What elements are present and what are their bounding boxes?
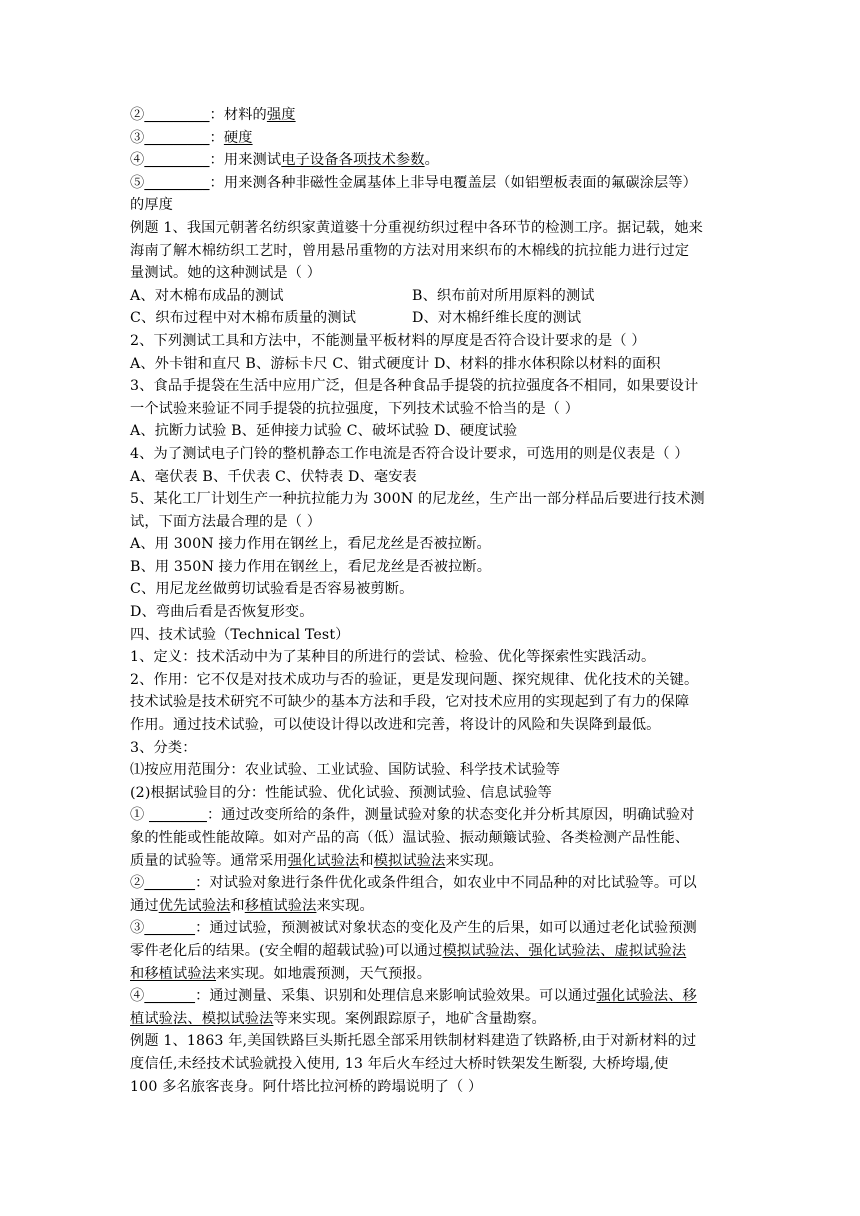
text-segment: ⑴按应用范围分：农业试验、工业试验、国防试验、科学技术试验等 — [130, 762, 561, 779]
answer-blank: _______ — [144, 875, 196, 892]
text-segment: ：通过改变所给的条件，测量试验对象的状态变化并分析其原因，明确试验对 — [206, 807, 695, 824]
text-segment: 象的性能或性能故障。如对产品的高（低）温试验、振动颠簸试验、各类检测产品性能、 — [130, 830, 690, 846]
text-segment: 作用。通过技术试验，可以使设计得以改进和完善，将设计的风险和失误降到最低。 — [130, 717, 661, 734]
text-segment: ⑤ — [130, 174, 145, 191]
text-segment: B、用 350N 接力作用在钢丝上，看尼龙丝是否被拉断。 — [130, 558, 492, 575]
answer-blank: _________ — [144, 174, 210, 191]
text-line — [130, 691, 735, 714]
text-segment: 例题 1、我国元朝著名纺织家黄道婆十分重视纺织过程中各环节的检测工序。据记载，她来 — [130, 219, 704, 236]
text-segment: ：用来测试 — [209, 152, 282, 169]
text-line — [130, 420, 735, 443]
text-line — [130, 511, 735, 534]
answer-blank: _________ — [144, 129, 210, 146]
text-line — [130, 601, 735, 624]
underlined-text: 硬度 — [223, 129, 253, 146]
option-column: D、对木棉纤维长度的测试 — [412, 310, 582, 327]
text-segment: ：通过试验，预测被试对象状态的变化及产生的后果，如可以通过老化试验预测 — [195, 920, 697, 937]
text-line — [130, 398, 735, 421]
text-segment: 海南了解木棉纺织工艺时，曾用悬吊重物的方法对用来织布的木棉线的抗拉能力进行过定 — [130, 242, 690, 259]
text-line — [130, 127, 735, 150]
text-line — [130, 646, 735, 669]
text-segment: ：对试验对象进行条件优化或条件组合，如农业中不同品种的对比试验等。可以 — [195, 875, 697, 892]
text-segment: A、毫伏表 B、千伏表 C、伏特表 D、毫安表 — [130, 468, 417, 485]
underlined-text: 植试验法、模拟试验法 — [130, 1010, 274, 1027]
text-line — [130, 578, 735, 601]
text-line — [130, 330, 735, 353]
text-segment: 的厚度 — [130, 197, 174, 214]
option-column: B、织布前对所用原料的测试 — [412, 287, 595, 304]
text-segment: 3、食品手提袋在生活中应用广泛，但是各种食品手提袋的抗拉强度各不相同，如果要设计 — [130, 378, 699, 395]
text-segment: A、用 300N 接力作用在钢丝上，看尼龙丝是否被拉断。 — [130, 536, 491, 553]
underlined-text: 强化试验法 — [287, 852, 360, 869]
text-line — [130, 217, 735, 240]
text-segment: 等来实现。案例跟踪原子，地矿含量勘察。 — [273, 1010, 546, 1027]
underlined-text: 强化试验法、移 — [596, 988, 697, 1005]
text-segment: (2)根据试验目的分：性能试验、优化试验、预测试验、信息试验等 — [130, 784, 552, 801]
text-segment: 3、分类： — [130, 739, 197, 756]
text-segment: ② — [130, 107, 145, 123]
text-segment: 例题 1、1863 年,美国铁路巨头斯托恩全部采用铁制材料建造了铁路桥,由于对新材料的过 — [130, 1033, 697, 1050]
text-line — [130, 827, 735, 850]
text-line — [130, 240, 735, 263]
text-segment: 来实现。 — [445, 852, 503, 869]
text-segment: 来实现。如地震预测，天气预报。 — [216, 965, 432, 982]
answer-blank: ________ — [149, 807, 207, 824]
text-segment: 来实现。 — [316, 897, 374, 914]
text-line — [130, 940, 735, 963]
document-page — [130, 104, 735, 1098]
text-line — [130, 872, 735, 895]
text-segment: 100 多名旅客丧身。阿什塔比拉河桥的跨塌说明了（ ） — [130, 1078, 483, 1095]
text-line — [130, 737, 735, 760]
underlined-text: 和移植试验法 — [130, 965, 217, 982]
text-segment: 四、技术试验（Technical Test） — [130, 626, 350, 643]
text-segment: 量测试。她的这种测试是（ ） — [130, 265, 322, 282]
underlined-text: 强度 — [266, 107, 296, 123]
text-line — [130, 194, 735, 217]
text-line — [130, 895, 735, 918]
answer-blank: _______ — [144, 920, 196, 937]
text-line — [130, 533, 735, 556]
text-segment: 1、定义：技术活动中为了某种目的所进行的尝试、检验、优化等探索性实践活动。 — [130, 649, 656, 666]
text-line — [130, 172, 735, 195]
text-segment: ③ — [130, 920, 145, 937]
text-line — [130, 556, 735, 579]
text-segment: 和 — [230, 897, 245, 914]
text-segment: ① — [130, 807, 149, 824]
text-segment: ： — [209, 129, 224, 146]
text-line — [130, 353, 735, 376]
text-segment: ③ — [130, 129, 145, 146]
text-segment: ：用来测各种非磁性金属基体上非导电覆盖层（如铝塑板表面的氟碳涂层等） — [209, 174, 698, 191]
underlined-text: 模拟试验法、强化试验法、虚拟试验法 — [442, 942, 687, 959]
option-column: A、对木棉布成品的测试 — [130, 287, 284, 304]
text-line — [130, 488, 735, 511]
text-segment: ② — [130, 875, 145, 892]
text-line — [130, 262, 735, 285]
text-segment: 度信任,未经技术试验就投入使用, 13 年后火车经过大桥时铁架发生断裂, 大桥垮塌,使 — [130, 1055, 669, 1072]
text-line — [130, 917, 735, 940]
text-segment: ④ — [130, 988, 145, 1005]
text-line — [130, 307, 735, 330]
text-line — [130, 714, 735, 737]
text-line — [130, 104, 735, 127]
text-segment: C、用尼龙丝做剪切试验看是否容易被剪断。 — [130, 581, 414, 598]
option-column: C、织布过程中对木棉布质量的测试 — [130, 310, 357, 327]
text-segment: ：材料的 — [209, 107, 267, 123]
text-segment: A、抗断力试验 B、延伸接力试验 C、破坏试验 D、硬度试验 — [130, 423, 518, 440]
text-segment: 4、为了测试电子门铃的整机静态工作电流是否符合设计要求，可选用的则是仪表是（ ） — [130, 445, 689, 462]
text-segment: 2、下列测试工具和方法中，不能测量平板材料的厚度是否符合设计要求的是（ ） — [130, 332, 646, 349]
text-line — [130, 985, 735, 1008]
text-line — [130, 1030, 735, 1053]
text-line — [130, 466, 735, 489]
text-segment: ④ — [130, 152, 145, 169]
text-line — [130, 850, 735, 873]
underlined-text: 移植试验法 — [244, 897, 317, 914]
answer-blank: _________ — [144, 152, 210, 169]
text-line — [130, 1076, 735, 1099]
text-segment: 。 — [424, 152, 439, 169]
underlined-text: 模拟试验法 — [373, 852, 446, 869]
answer-blank: _________ — [144, 107, 210, 123]
text-segment: ：通过测量、采集、识别和处理信息来影响试验效果。可以通过 — [195, 988, 597, 1005]
underlined-text: 优先试验法 — [158, 897, 231, 914]
text-segment: 一个试验来验证不同手提袋的抗拉强度，下列技术试验不恰当的是（ ） — [130, 400, 580, 417]
answer-blank: _______ — [144, 988, 196, 1005]
text-segment: 试，下面方法最合理的是（ ） — [130, 513, 322, 530]
text-segment: 技术试验是技术研究不可缺少的基本方法和手段，它对技术应用的实现起到了有力的保障 — [130, 694, 690, 711]
text-line — [130, 624, 735, 647]
text-line — [130, 804, 735, 827]
text-segment: 5、某化工厂计划生产一种抗拉能力为 300N 的尼龙丝，生产出一部分样品后要进行技术测 — [130, 491, 705, 508]
text-line — [130, 285, 735, 308]
text-segment: 和 — [359, 852, 374, 869]
text-line — [130, 375, 735, 398]
text-line — [130, 149, 735, 172]
text-segment: A、外卡钳和直尺 B、游标卡尺 C、钳式硬度计 D、材料的排水体积除以材料的面积 — [130, 355, 661, 372]
text-line — [130, 669, 735, 692]
text-segment: 质量的试验等。通常采用 — [130, 852, 288, 869]
text-line — [130, 782, 735, 805]
text-line — [130, 963, 735, 986]
text-segment: 零件老化后的结果。(安全帽的超载试验)可以通过 — [130, 942, 443, 959]
text-line — [130, 443, 735, 466]
underlined-text: 电子设备各项技术参数 — [281, 152, 425, 169]
text-segment: D、弯曲后看是否恢复形变。 — [130, 604, 314, 621]
text-segment: 通过 — [130, 897, 159, 914]
text-segment: 2、作用：它不仅是对技术成功与否的验证，更是发现问题、探究规律、优化技术的关键。 — [130, 671, 699, 688]
text-line — [130, 1053, 735, 1076]
text-line — [130, 759, 735, 782]
text-line — [130, 1008, 735, 1031]
